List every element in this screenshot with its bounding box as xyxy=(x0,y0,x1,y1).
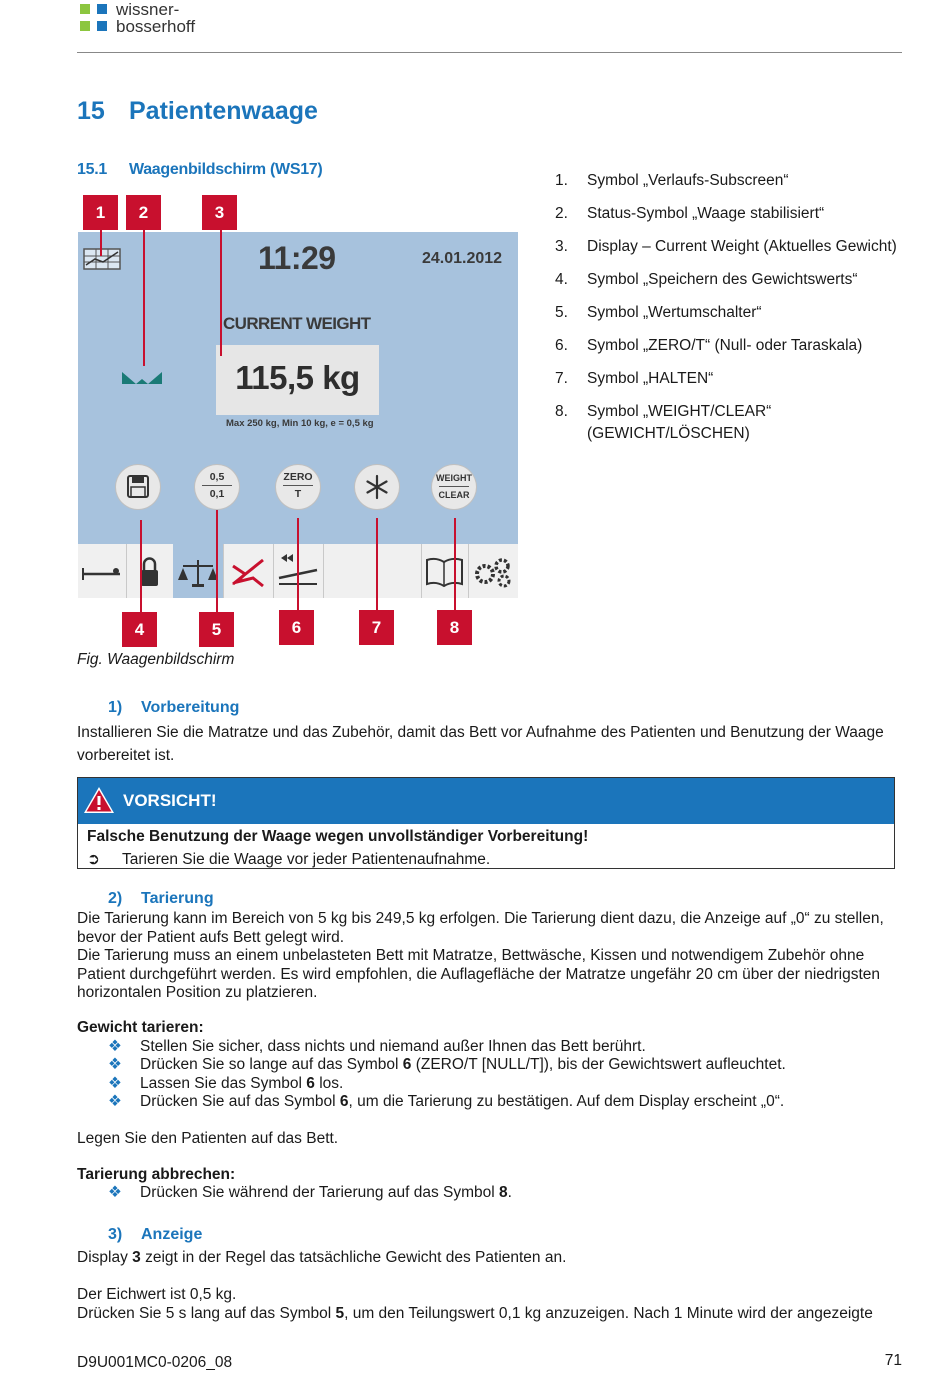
history-subscreen-icon[interactable] xyxy=(83,248,121,270)
callout-marker: 4 xyxy=(122,612,157,647)
bed-icon xyxy=(78,544,126,598)
list-item-text: . xyxy=(507,1184,512,1201)
diamond-bullet-icon: ❖ xyxy=(108,1184,122,1201)
legend-number: 8. xyxy=(555,403,568,420)
value-toggle-bottom: 0,1 xyxy=(209,488,225,500)
book-icon xyxy=(421,544,468,598)
document-id: D9U001MC0-0206_08 xyxy=(77,1354,233,1371)
callout-line xyxy=(454,518,456,610)
diamond-bullet-icon: ❖ xyxy=(108,1075,122,1092)
tray-item-lock[interactable] xyxy=(126,544,174,598)
caution-box xyxy=(77,777,895,869)
list-item-text: , um die Tarierung zu bestätigen. Auf dem Display erscheint „0“. xyxy=(348,1093,785,1110)
diamond-bullet-icon: ❖ xyxy=(108,1056,122,1073)
tare-text-2: Die Tarierung muss an einem unbelasteten Bett mit Matratze, Bettwäsche, Kissen und notwendigem Zubehör ohne Patient durchgeführt werden. Es wird empfohlen, die Auflagefläche der Matratze ungefähr 20 cm über der niedrigsten horizontalen Position zu platzieren. xyxy=(77,947,881,1001)
list-item-text: Drücken Sie so lange auf das Symbol xyxy=(140,1056,403,1073)
list-item-text: Lassen Sie das Symbol xyxy=(140,1075,307,1092)
callout-marker: 6 xyxy=(279,610,314,645)
header-divider xyxy=(77,52,902,53)
value-toggle-top: 0,5 xyxy=(209,471,225,483)
callout-line xyxy=(143,230,145,366)
legend-text: Display – Current Weight (Aktuelles Gewicht) xyxy=(587,238,897,255)
legend-item xyxy=(555,368,900,390)
page-number: 71 xyxy=(884,1352,902,1369)
list-item xyxy=(108,1056,908,1074)
diamond-bullet-icon: ❖ xyxy=(108,1038,122,1055)
legend-text: Symbol „Speichern des Gewichtswerts“ xyxy=(587,271,858,288)
caution-instruction xyxy=(87,850,490,869)
legend-item xyxy=(555,203,900,225)
clock-date: 24.01.2012 xyxy=(422,250,503,267)
legend-text: Symbol „Verlaufs-Subscreen“ xyxy=(587,172,789,189)
legend-number: 3. xyxy=(555,238,568,255)
legend-item xyxy=(555,401,900,445)
list-item-text: Stellen Sie sicher, dass nichts und niemand außer Ihnen das Bett berührt. xyxy=(140,1038,646,1055)
legend-number: 5. xyxy=(555,304,568,321)
subheading-number: 2) xyxy=(108,890,123,907)
floppy-disk-icon xyxy=(116,465,160,509)
value-toggle-separator xyxy=(202,485,232,486)
callout-marker: 1 xyxy=(83,195,118,230)
snowflake-icon xyxy=(355,465,399,509)
legend-text: Symbol „ZERO/T“ (Null- oder Taraskala) xyxy=(587,337,863,354)
callout-marker: 3 xyxy=(202,195,237,230)
weight-clear-button[interactable] xyxy=(432,465,476,509)
logo-square-blue-2 xyxy=(97,21,107,31)
tray-item-manual[interactable] xyxy=(421,544,469,598)
caution-title: VORSICHT! xyxy=(123,791,217,810)
preparation-text: Installieren Sie die Matratze und das Zubehör, damit das Bett vor Aufnahme des Patienten und Benutzung der Waage vorbereitet ist. xyxy=(77,724,884,764)
logo-square-blue-1 xyxy=(97,4,107,14)
list-item xyxy=(108,1093,908,1111)
brand-name-line1: wissner- xyxy=(116,0,180,19)
cancel-tare-label: Tarierung abbrechen: xyxy=(77,1166,236,1183)
caution-header xyxy=(78,778,894,824)
weight-clear-separator xyxy=(439,486,469,487)
symbol-reference: 5 xyxy=(335,1305,345,1322)
weight-clear-top: WEIGHT xyxy=(436,473,472,483)
subheading-text: Anzeige xyxy=(141,1226,203,1243)
callout-marker: 8 xyxy=(437,610,472,645)
weigh-tare-label: Gewicht tarieren: xyxy=(77,1019,204,1036)
list-item-text: Drücken Sie auf das Symbol xyxy=(140,1093,340,1110)
value-toggle-button[interactable] xyxy=(195,465,239,509)
list-item-text: los. xyxy=(314,1075,344,1092)
subheading-tare xyxy=(108,890,214,908)
current-weight-value: 115,5 kg xyxy=(235,359,360,396)
callout-line xyxy=(220,230,222,356)
symbol-reference: 6 xyxy=(402,1056,412,1073)
scale-stabilized-icon xyxy=(122,372,162,386)
legend-item xyxy=(555,236,900,258)
subheading-text: Tarierung xyxy=(141,890,214,907)
callout-marker: 7 xyxy=(359,610,394,645)
subsection-title xyxy=(77,161,322,179)
callout-marker: 2 xyxy=(126,195,161,230)
list-item xyxy=(108,1184,908,1202)
scale-spec-note: Max 250 kg, Min 10 kg, e = 0,5 kg xyxy=(226,418,374,429)
warning-triangle-icon xyxy=(83,786,115,814)
callout-line xyxy=(100,230,102,256)
subheading-text: Vorbereitung xyxy=(141,699,240,716)
figure-legend xyxy=(555,170,900,456)
symbol-reference: 8 xyxy=(499,1184,508,1201)
figure-caption: Fig. Waagenbildschirm xyxy=(77,651,235,668)
legend-number: 2. xyxy=(555,205,568,222)
caution-hazard-text: Falsche Benutzung der Waage wegen unvollständiger Vorbereitung! xyxy=(87,828,589,845)
tray-item-settings[interactable] xyxy=(468,544,518,598)
callout-line xyxy=(140,520,142,612)
legend-number: 6. xyxy=(555,337,568,354)
symbol-reference: 3 xyxy=(132,1249,141,1266)
legend-item xyxy=(555,302,900,324)
caution-instruction-text: Tarieren Sie die Waage vor jeder Patientenaufnahme. xyxy=(122,851,491,868)
tare-text-1: Die Tarierung kann im Bereich von 5 kg bis 249,5 kg erfolgen. Die Tarierung dient dazu, die Anzeige auf „0“ zu stellen, bevor der Patient aufs Bett gelegt wird. xyxy=(77,910,884,946)
legend-number: 7. xyxy=(555,370,568,387)
display-text-1 xyxy=(77,1248,907,1268)
callout-line xyxy=(297,518,299,610)
section-title-text: Patientenwaage xyxy=(129,97,318,125)
subheading-display xyxy=(108,1226,202,1244)
legend-text: Symbol „Wertumschalter“ xyxy=(587,304,762,321)
zero-tare-bottom: T xyxy=(294,488,302,500)
lock-icon xyxy=(126,544,173,598)
symbol-reference: 6 xyxy=(306,1075,315,1092)
list-item xyxy=(108,1075,908,1093)
current-weight-label: CURRENT WEIGHT xyxy=(223,314,371,333)
hold-button[interactable] xyxy=(355,465,399,509)
gear-icon xyxy=(468,544,518,598)
tray-item-empty xyxy=(323,544,422,598)
subheading-number: 3) xyxy=(108,1226,123,1243)
legend-number: 1. xyxy=(555,172,568,189)
symbol-reference: 6 xyxy=(339,1093,349,1110)
legend-item xyxy=(555,170,900,192)
list-item xyxy=(108,1038,908,1056)
tray-item-bed[interactable] xyxy=(78,544,127,598)
section-title xyxy=(77,97,318,126)
logo-square-green-1 xyxy=(80,4,90,14)
callout-line xyxy=(376,518,378,610)
weight-clear-bottom: CLEAR xyxy=(438,490,470,500)
current-weight-display xyxy=(216,345,379,415)
paragraph-text: zeigt in der Regel das tatsächliche Gewicht des Patienten an. xyxy=(140,1249,567,1266)
tray-item-lockout[interactable] xyxy=(223,544,274,598)
subheading-preparation xyxy=(108,699,239,717)
subsection-number: 15.1 xyxy=(77,161,107,178)
paragraph-text: , um den Teilungswert 0,1 kg anzuzeigen. Nach 1 Minute wird der angezeigte xyxy=(344,1305,873,1322)
brand-name-line2: bosserhoff xyxy=(116,17,196,36)
display-text-2: Der Eichwert ist 0,5 kg. xyxy=(77,1286,237,1303)
section-number: 15 xyxy=(77,97,105,125)
save-weight-button[interactable] xyxy=(116,465,160,509)
subsection-title-text: Waagenbildschirm (WS17) xyxy=(129,161,323,178)
callout-marker: 5 xyxy=(199,612,234,647)
legend-text: Symbol „HALTEN“ xyxy=(587,370,714,387)
legend-item xyxy=(555,335,900,357)
paragraph-text: Display xyxy=(77,1249,133,1266)
arrow-icon: ➲ xyxy=(87,851,100,868)
place-patient-text: Legen Sie den Patienten auf das Bett. xyxy=(77,1130,339,1147)
list-item-text: Drücken Sie während der Tarierung auf das Symbol xyxy=(140,1184,499,1201)
callout-line xyxy=(216,510,218,612)
zero-tare-button[interactable] xyxy=(276,465,320,509)
legend-text: Status-Symbol „Waage stabilisiert“ xyxy=(587,205,825,222)
lockout-icon xyxy=(223,544,273,598)
legend-number: 4. xyxy=(555,271,568,288)
paragraph-text: Drücken Sie 5 s lang auf das Symbol xyxy=(77,1305,336,1322)
legend-text: Symbol „WEIGHT/CLEAR“ (GEWICHT/LÖSCHEN) xyxy=(587,403,772,442)
subheading-number: 1) xyxy=(108,699,123,716)
list-item-text: (ZERO/T [NULL/T]), bis der Gewichtswert aufleuchtet. xyxy=(411,1056,786,1073)
zero-tare-top: ZERO xyxy=(283,471,313,483)
clock-time: 11:29 xyxy=(258,240,336,276)
zero-tare-separator xyxy=(283,485,313,486)
logo-square-green-2 xyxy=(80,21,90,31)
diamond-bullet-icon: ❖ xyxy=(108,1093,122,1110)
legend-item xyxy=(555,269,900,291)
display-text-3 xyxy=(77,1304,917,1324)
